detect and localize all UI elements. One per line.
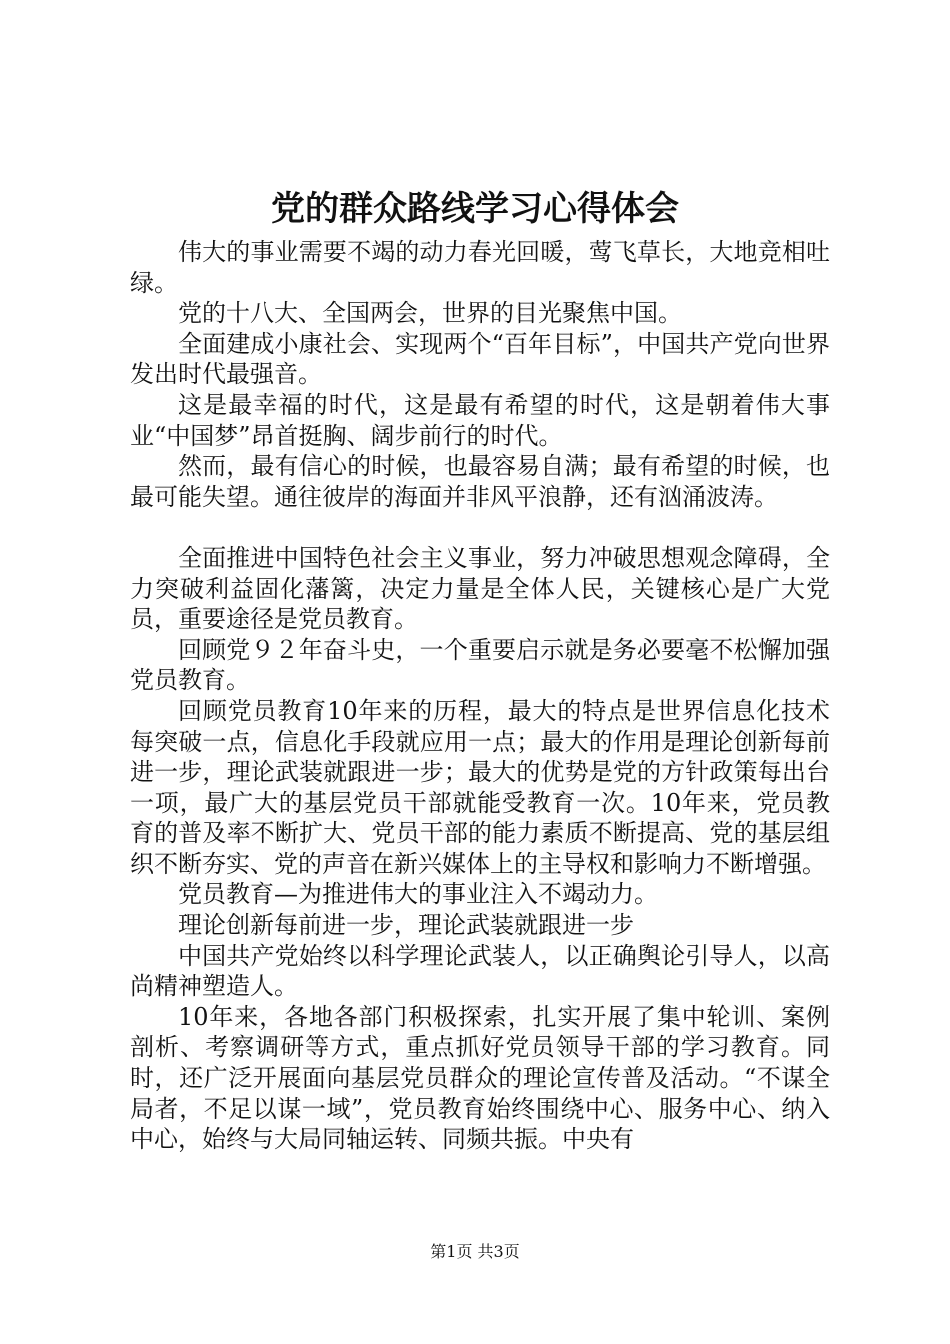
paragraph: 党的十八大、全国两会，世界的目光聚焦中国。 [178, 299, 682, 328]
page-footer: 第1页 共3页 [430, 1242, 520, 1261]
paragraph-gap [130, 512, 830, 543]
document-title: 党的群众路线学习心得体会 [271, 189, 679, 229]
paragraph: 中国共产党始终以科学理论武装人，以正确舆论引导人，以高尚精神塑造人。 [130, 941, 830, 1001]
paragraph: 伟大的事业需要不竭的动力春光回暖，莺飞草长，大地竞相吐绿。 [130, 238, 830, 297]
paragraph: 党员教育—为推进伟大的事业注入不竭动力。 [178, 880, 658, 909]
paragraph: 理论创新每前进一步，理论武装就跟进一步 [178, 911, 634, 940]
paragraph: 回顾党员教育10年来的历程，最大的特点是世界信息化技术每突破一点，信息化手段就应用一点；最大的作用是理论创新每前进一步，理论武装就跟进一步；最大的优势是党的方针政策每出台一项，最广大的基层党员干部就能受教育一次。10年来，党员教育的普及率不断扩大、党员干部的能力素质不断提高、党的基层组织不断夯实、党的声音在新兴媒体上的主导权和影响力不断增强。 [130, 696, 830, 878]
paragraph: 全面建成小康社会、实现两个“百年目标”，中国共产党向世界发出时代最强音。 [130, 329, 830, 389]
paragraph: 这是最幸福的时代，这是最有希望的时代，这是朝着伟大事业“中国梦”昂首挺胸、阔步前行的时代。 [130, 390, 830, 450]
document-body [130, 237, 830, 1155]
paragraph: 回顾党９２年奋斗史，一个重要启示就是务必要毫不松懈加强党员教育。 [130, 635, 830, 695]
paragraph: 然而，最有信心的时候，也最容易自满；最有希望的时候，也最可能失望。通往彼岸的海面并非风平浪静，还有汹涌波涛。 [130, 452, 830, 511]
paragraph: 全面推进中国特色社会主义事业，努力冲破思想观念障碍，全力突破利益固化藩篱，决定力量是全体人民，关键核心是广大党员，重要途径是党员教育。 [130, 543, 830, 634]
paragraph: 10年来，各地各部门积极探索，扎实开展了集中轮训、案例剖析、考察调研等方式，重点抓好党员领导干部的学习教育。同时，还广泛开展面向基层党员群众的理论宣传普及活动。“不谋全局者，不足以谋一域”，党员教育始终围绕中心、服务中心、纳入中心，始终与大局同轴运转、同频共振。中央有 [130, 1002, 830, 1154]
